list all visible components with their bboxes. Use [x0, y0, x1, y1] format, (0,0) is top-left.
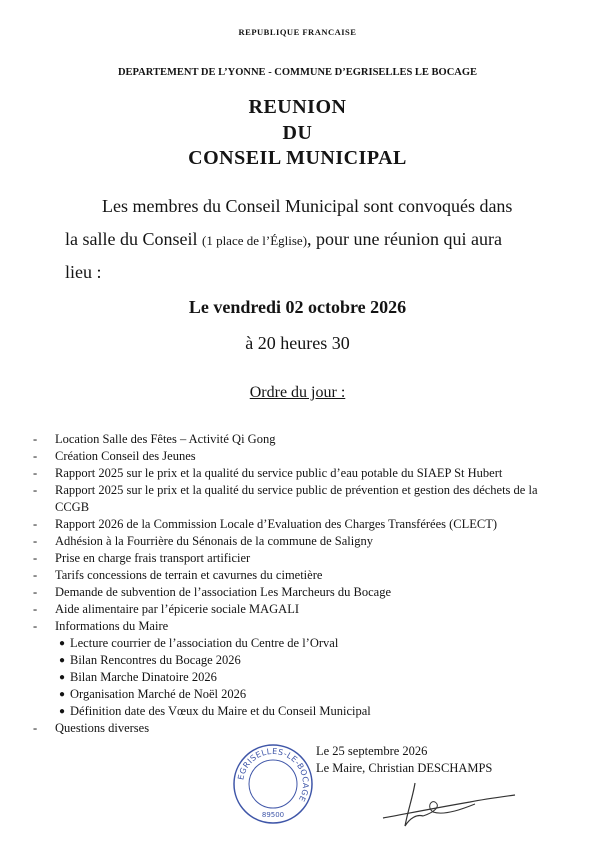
departement-header: DEPARTEMENT DE L’YONNE - COMMUNE D’EGRISELLES LE BOCAGE — [117, 67, 478, 78]
bullet-icon: ● — [59, 638, 66, 649]
intro-line-1: Les membres du Conseil Municipal sont convoqués dans — [102, 196, 513, 216]
intro-line-2 — [65, 229, 575, 250]
intro-line-3: lieu : — [65, 262, 102, 282]
agenda-item: - Location Salle des Fêtes – Activité Qi Gong — [33, 432, 276, 446]
agenda-item: - Adhésion à la Fourrière du Sénonais de la commune de Saligny — [33, 534, 373, 548]
meeting-time: à 20 heures 30 — [245, 333, 350, 353]
agenda-item: - Rapport 2025 sur le prix et la qualité du service public de prévention et gestion des déchets de la CCGB — [33, 483, 538, 514]
intro-address: (1 place de l’Église) — [201, 233, 308, 248]
agenda-sub-item: ● Bilan Rencontres du Bocage 2026 — [59, 653, 241, 667]
agenda-list — [33, 431, 573, 737]
signature-mayor: Le Maire, Christian DESCHAMPS — [316, 761, 493, 775]
bullet-icon: ● — [59, 655, 66, 666]
agenda-item: - Demande de subvention de l’association Les Marcheurs du Bocage — [33, 585, 392, 599]
title-line-3: CONSEIL MUNICIPAL — [188, 147, 407, 169]
intro-line-2-end: , pour une réunion qui aura — [307, 229, 502, 249]
title-line-2: DU — [282, 122, 313, 144]
signature-date: Le 25 septembre 2026 — [316, 744, 428, 758]
agenda-item: - Rapport 2026 de la Commission Locale d’Evaluation des Charges Transférées (CLECT) — [33, 517, 498, 531]
agenda-item: - Aide alimentaire par l’épicerie sociale MAGALI — [33, 602, 299, 616]
bullet-icon: ● — [59, 672, 66, 683]
agenda-sub-item: ● Lecture courrier de l’association du Centre de l’Orval — [59, 636, 339, 650]
republique-header: REPUBLIQUE FRANCAISE — [238, 27, 357, 37]
agenda-item: - Création Conseil des Jeunes — [33, 449, 196, 463]
agenda-item: - Tarifs concessions de terrain et cavurnes du cimetière — [33, 568, 323, 582]
agenda-sub-item: ● Bilan Marche Dinatoire 2026 — [59, 670, 217, 684]
bullet-icon: ● — [59, 706, 66, 717]
title-line-1: REUNION — [248, 96, 347, 118]
municipal-stamp — [232, 743, 314, 825]
agenda-sub-item: ● Organisation Marché de Noël 2026 — [59, 687, 247, 701]
agenda-item: - Prise en charge frais transport artificier — [33, 551, 251, 565]
agenda-sub-item: ● Définition date des Vœux du Maire et du Conseil Municipal — [59, 704, 371, 718]
agenda-item: - Rapport 2025 sur le prix et la qualité du service public d’eau potable du SIAEP St Hubert — [33, 466, 503, 480]
meeting-date: Le vendredi 02 octobre 2026 — [188, 297, 407, 317]
stamp-code: 89500 — [261, 811, 285, 819]
agenda-item: - Questions diverses — [33, 721, 150, 735]
agenda-item: - Informations du Maire — [33, 619, 169, 633]
agenda-title: Ordre du jour : — [249, 384, 346, 401]
bullet-icon: ● — [59, 689, 66, 700]
intro-line-2-start: la salle du Conseil — [65, 229, 202, 249]
handwritten-signature — [375, 778, 525, 833]
stamp-text: EGRISELLES-LE-BOCAGE — [236, 746, 311, 804]
